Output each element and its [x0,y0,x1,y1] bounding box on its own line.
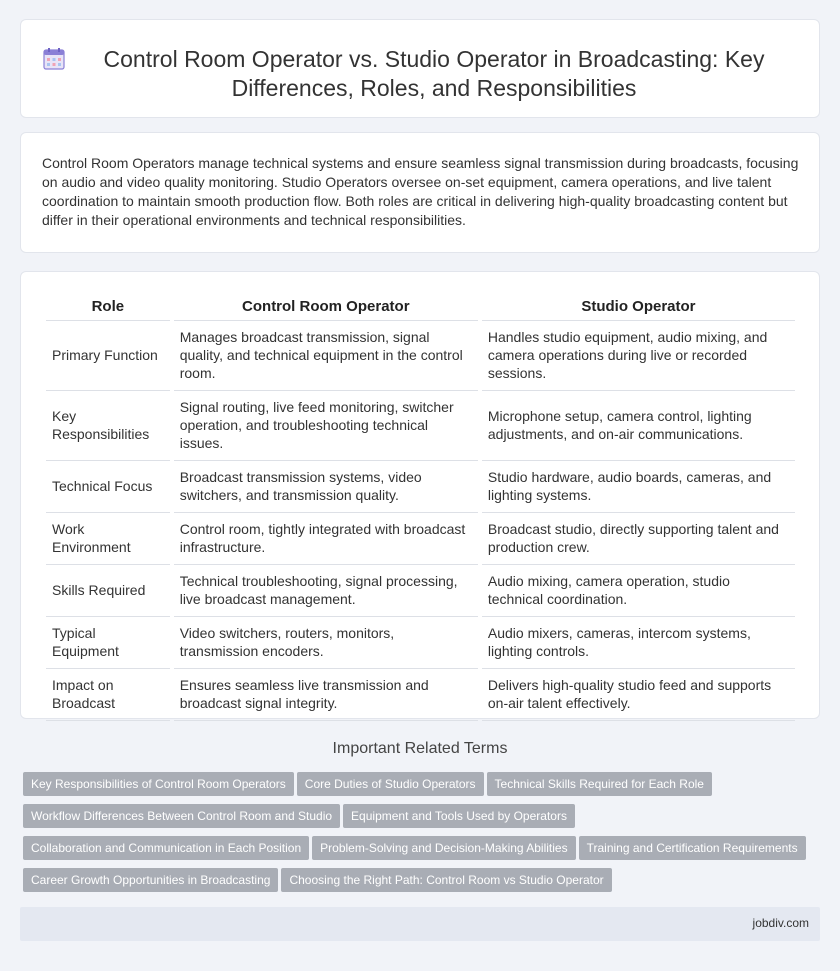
studio-cell: Audio mixers, cameras, intercom systems, lighting controls. [482,617,795,669]
related-term-tag[interactable]: Training and Certification Requirements [579,836,806,860]
row-label: Impact on Broadcast [46,669,170,721]
control-room-cell: Broadcast transmission systems, video switchers, and transmission quality. [174,461,478,513]
related-term-tag[interactable]: Core Duties of Studio Operators [297,772,484,796]
related-term-tag[interactable]: Key Responsibilities of Control Room Operators [23,772,294,796]
studio-cell: Delivers high-quality studio feed and supports on-air talent effectively. [482,669,795,721]
related-term-tag[interactable]: Problem-Solving and Decision-Making Abilities [312,836,575,860]
studio-cell: Microphone setup, camera control, lighting adjustments, and on-air communications. [482,391,795,461]
control-room-cell: Ensures seamless live transmission and broadcast signal integrity. [174,669,478,721]
studio-cell: Studio hardware, audio boards, cameras, and lighting systems. [482,461,795,513]
table-row [46,391,795,461]
comparison-card [20,271,820,719]
studio-cell: Audio mixing, camera operation, studio technical coordination. [482,565,795,617]
column-header-role: Role [46,295,170,321]
control-room-cell: Video switchers, routers, monitors, transmission encoders. [174,617,478,669]
row-label: Skills Required [46,565,170,617]
related-terms-list [23,772,823,900]
table-row [46,461,795,513]
column-header-studio: Studio Operator [482,295,795,321]
footer [20,907,820,941]
row-label: Technical Focus [46,461,170,513]
control-room-cell: Technical troubleshooting, signal processing, live broadcast management. [174,565,478,617]
header-card [20,19,820,118]
table-header-row [46,295,795,321]
footer-site-link[interactable]: jobdiv.com [752,916,809,930]
intro-paragraph: Control Room Operators manage technical systems and ensure seamless signal transmission during broadcasts, focusing on audio and video quality monitoring. Studio Operators oversee on-set equipment, camera operations, and live talent coordination to maintain smooth production flow. Both roles are critical in delivering high-quality broadcasting content but differ in their operational environments and technical responsibilities. [42,155,799,228]
control-room-cell: Manages broadcast transmission, signal quality, and technical equipment in the control room. [174,321,478,391]
studio-cell: Broadcast studio, directly supporting talent and production crew. [482,513,795,565]
related-term-tag[interactable]: Career Growth Opportunities in Broadcasting [23,868,278,892]
control-room-cell: Signal routing, live feed monitoring, switcher operation, and troubleshooting technical issues. [174,391,478,461]
control-room-cell: Control room, tightly integrated with broadcast infrastructure. [174,513,478,565]
row-label: Typical Equipment [46,617,170,669]
page-title: Control Room Operator vs. Studio Operator in Broadcasting: Key Differences, Roles, and Responsibilities [103,46,765,101]
related-term-tag[interactable]: Equipment and Tools Used by Operators [343,804,575,828]
table-row [46,321,795,391]
related-term-tag[interactable]: Workflow Differences Between Control Room and Studio [23,804,340,828]
column-header-control-room: Control Room Operator [174,295,478,321]
comparison-table [42,295,799,721]
table-row [46,513,795,565]
row-label: Primary Function [46,321,170,391]
related-terms-heading: Important Related Terms [332,740,508,757]
related-term-tag[interactable]: Collaboration and Communication in Each Position [23,836,309,860]
table-row [46,669,795,721]
related-term-tag[interactable]: Choosing the Right Path: Control Room vs Studio Operator [281,868,611,892]
row-label: Work Environment [46,513,170,565]
row-label: Key Responsibilities [46,391,170,461]
studio-cell: Handles studio equipment, audio mixing, and camera operations during live or recorded sessions. [482,321,795,391]
related-term-tag[interactable]: Technical Skills Required for Each Role [487,772,712,796]
intro-card [20,132,820,253]
table-row [46,617,795,669]
table-row [46,565,795,617]
